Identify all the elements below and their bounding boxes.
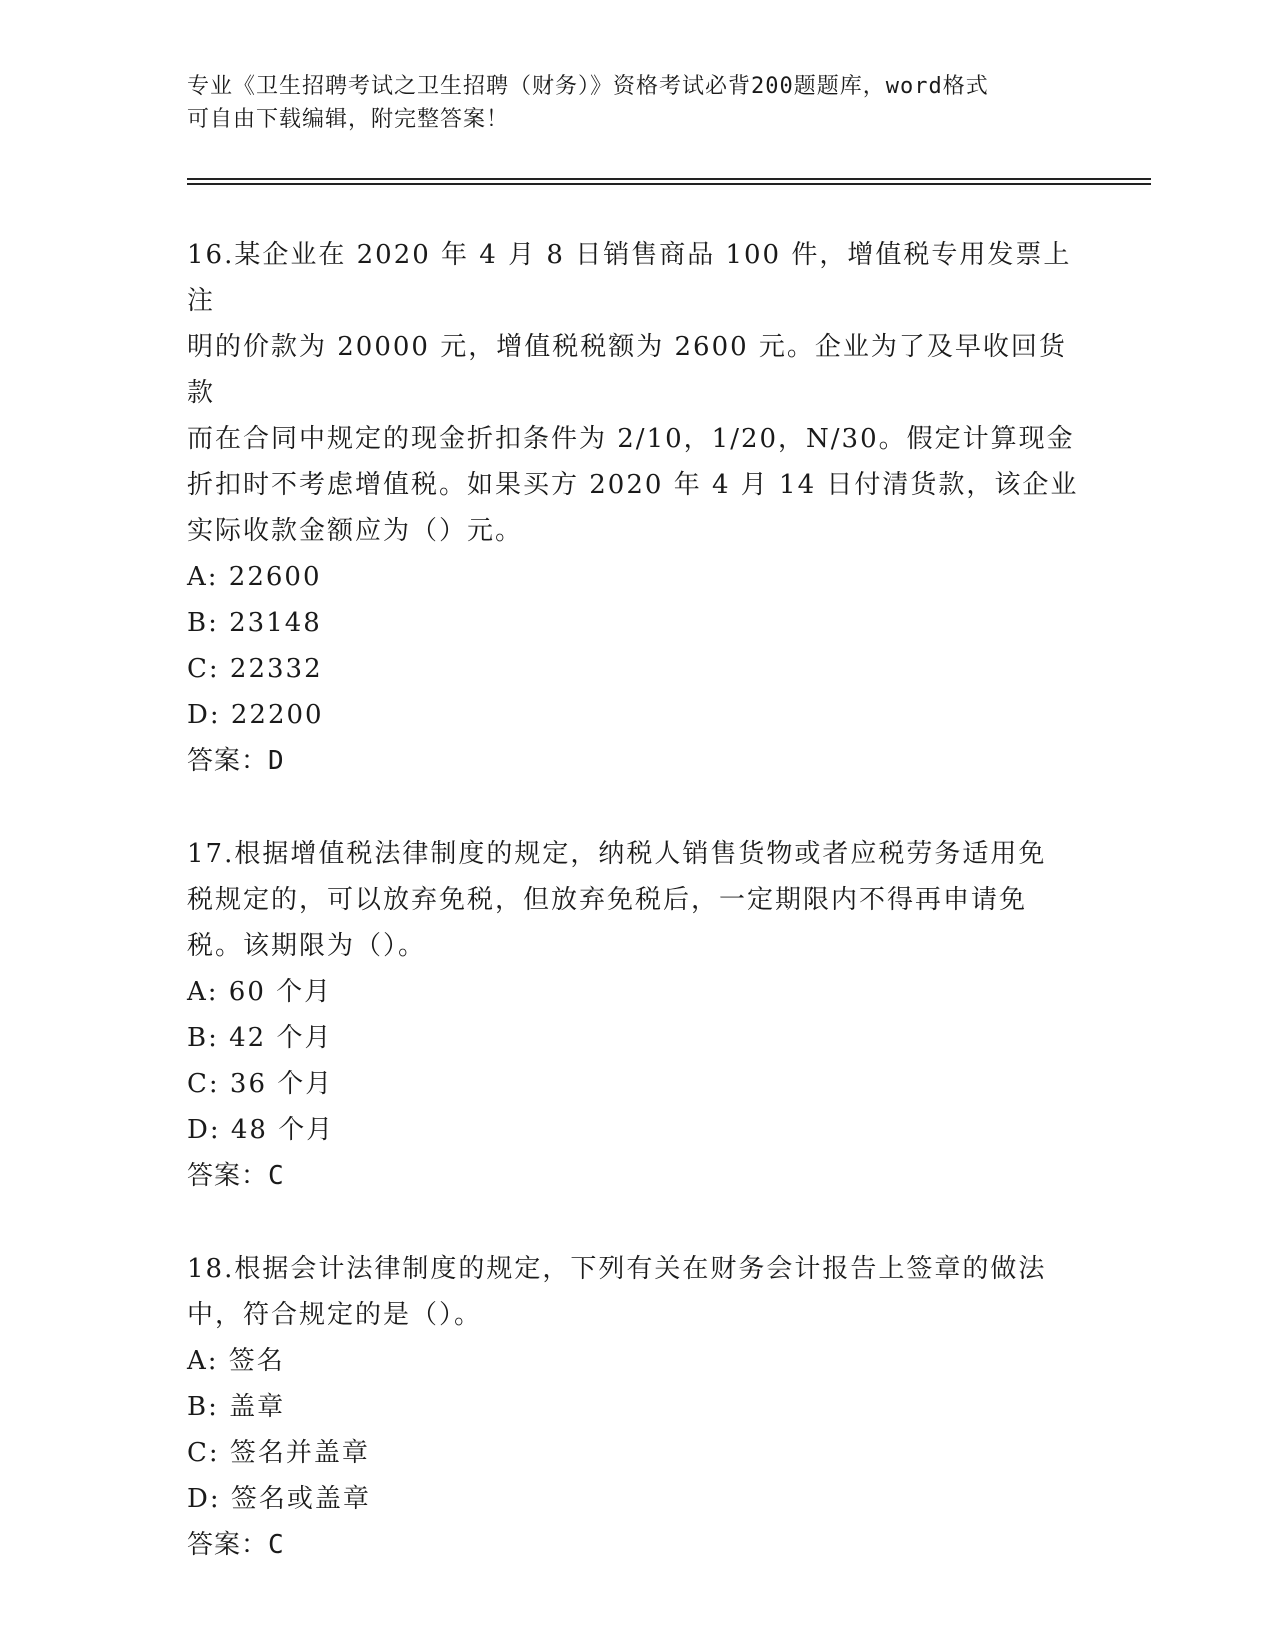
question-text-line: 税规定的，可以放弃免税，但放弃免税后，一定期限内不得再申请免 xyxy=(187,885,1028,915)
answer-line: 答案：C xyxy=(187,1161,285,1191)
option-b: B: 42 个月 xyxy=(187,1023,333,1053)
question-text-line: 折扣时不考虑增值税。如果买方 2020 年 4 月 14 日付清货款，该企业 xyxy=(187,470,1079,500)
question-text-line: 实际收款金额应为（）元。 xyxy=(187,516,524,546)
answer-line: 答案：C xyxy=(187,1530,285,1560)
question-list xyxy=(187,232,1087,1615)
header-divider-top xyxy=(187,178,1151,180)
question-16 xyxy=(187,232,1087,784)
option-c: C: 签名并盖章 xyxy=(187,1438,370,1468)
question-text-line: 税。该期限为（）。 xyxy=(187,931,427,961)
question-text-line: 16.某企业在 2020 年 4 月 8 日销售商品 100 件，增值税专用发票上注 xyxy=(187,240,1072,316)
header-line-2: 可自由下载编辑，附完整答案！ xyxy=(187,107,510,132)
question-text-line: 18.根据会计法律制度的规定，下列有关在财务会计报告上签章的做法 xyxy=(187,1254,1047,1284)
option-a: A: 22600 xyxy=(187,562,322,592)
option-a: A: 60 个月 xyxy=(187,977,333,1007)
header-line-1: 专业《卫生招聘考试之卫生招聘（财务）》资格考试必背200题题库，word格式 xyxy=(187,74,989,99)
question-17 xyxy=(187,831,1087,1199)
option-d: D: 48 个月 xyxy=(187,1115,335,1145)
option-d: D: 22200 xyxy=(187,700,324,730)
option-b: B: 盖章 xyxy=(187,1392,286,1422)
option-b: B: 23148 xyxy=(187,608,322,638)
question-text-line: 明的价款为 20000 元，增值税税额为 2600 元。企业为了及早收回货款 xyxy=(187,332,1067,408)
option-c: C: 22332 xyxy=(187,654,323,684)
question-text-line: 中，符合规定的是（）。 xyxy=(187,1300,483,1330)
question-18 xyxy=(187,1246,1087,1568)
option-d: D: 签名或盖章 xyxy=(187,1484,371,1514)
header-divider-bottom xyxy=(187,183,1151,185)
question-text-line: 而在合同中规定的现金折扣条件为 2/10，1/20，N/30。假定计算现金 xyxy=(187,424,1075,454)
option-c: C: 36 个月 xyxy=(187,1069,334,1099)
answer-line: 答案：D xyxy=(187,746,285,776)
option-a: A: 签名 xyxy=(187,1346,285,1376)
document-header xyxy=(187,70,1067,136)
question-text-line: 17.根据增值税法律制度的规定，纳税人销售货物或者应税劳务适用免 xyxy=(187,839,1047,869)
